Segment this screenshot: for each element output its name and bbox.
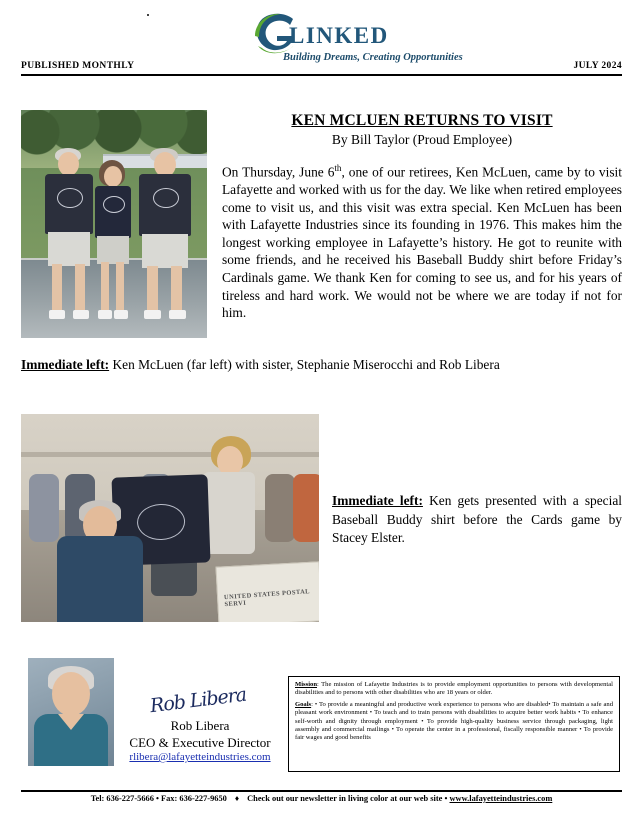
photo2-stacey-body: [203, 472, 255, 554]
photo2-mail-box: [216, 561, 319, 622]
published-frequency: PUBLISHED MONTHLY: [21, 61, 135, 71]
footer-newsletter-text: Check out our newsletter in living color at our web site •: [247, 794, 448, 803]
caption-photo1-lead: Immediate left:: [21, 357, 110, 372]
goals-text: : • To provide a meaningful and productive work experience to persons who are disabled• To maintain a safe and pleasant work environment • To teach and to train persons with disabilities to acquire better work habits • To enhance self-worth and dignity through employment • To provide high-quality business service through packaging, light assembly and commercial mailings • To operate the center in a professional, fiscally responsible manner • To provide fair wages and good benefits: [295, 700, 613, 742]
footer-diamond-icon: ♦: [234, 794, 240, 803]
photo-shirt-presentation: [21, 414, 319, 622]
mission-statement: [295, 681, 613, 698]
issue-date: JULY 2024: [573, 61, 622, 71]
footer-divider: [21, 790, 622, 792]
photo2-box-label: UNITED STATES POSTAL SERVI: [223, 588, 310, 609]
article-body: [222, 160, 622, 322]
photo2-shirt-logo: [136, 503, 185, 541]
caption-photo2-text: Ken gets presented with a special Baseball Buddy shirt before the Cards game by Stacey Elster.: [332, 493, 622, 546]
photo2-bystander-4: [265, 474, 295, 542]
footer-phone: Tel: 636-227-5666 • Fax: 636-227-9650: [90, 794, 227, 803]
registration-dot: [147, 14, 149, 16]
handwritten-signature: Rob Libera: [148, 683, 248, 718]
masthead-divider: [21, 74, 622, 76]
signature-name: Rob Libera: [170, 718, 230, 733]
mission-label: Mission: [295, 681, 317, 688]
signature-email-link[interactable]: rlibera@lafayetteindustries.com: [129, 751, 271, 763]
portrait-rob-libera: [28, 658, 114, 766]
goals-statement: [295, 701, 613, 743]
photo-ken-with-sister-and-rob: [21, 110, 207, 338]
footer-website-link[interactable]: www.lafayetteindustries.com: [449, 794, 553, 803]
footer: [21, 794, 622, 803]
caption-photo1-text: Ken McLuen (far left) with sister, Stephanie Miserocchi and Rob Libera: [109, 357, 500, 372]
article-body-ordinal: th: [334, 163, 342, 173]
mission-text: : The mission of Lafayette Industries is to provide employment opportunities to persons with developmental disabilities and to persons with other disabilities who are 18 years or older.: [295, 681, 613, 697]
logo-wordmark: LINKED: [289, 23, 389, 48]
photo2-shelf: [21, 452, 319, 457]
article-body-part1: On Thursday, June 6: [222, 164, 335, 180]
photo2-ken-body: [57, 536, 143, 622]
caption-photo2-lead: Immediate left:: [332, 493, 423, 508]
photo2-bystander-1: [29, 474, 59, 542]
article-body-part2: , one of our retirees, Ken McLuen, came by to visit Lafayette and worked with us for the day. We like when retired employees come to visit us, and this visit was extra special. Ken McLuen has been with Lafayette Industries since its founding in 1976. This makes him the longest working employee in Lafayette’s history. He got to reunite with some friends, and he received his Baseball Buddy shirt before Friday’s Cardinals game. We thank Ken for coming to see us, and for his years of tireless and hard work. We would not be where we are today if not for him.: [222, 164, 622, 321]
article-byline: By Bill Taylor (Proud Employee): [331, 132, 513, 147]
goals-label: Goals: [295, 700, 312, 708]
logo-tagline: Building Dreams, Creating Opportunities: [283, 52, 463, 63]
mission-and-goals-box: [288, 676, 620, 772]
portrait-head: [52, 672, 90, 716]
signature-title: CEO & Executive Director: [129, 735, 271, 750]
article-headline: KEN MCLUEN RETURNS TO VISIT: [291, 112, 553, 129]
photo2-bystander-5: [293, 474, 319, 542]
caption-photo2: [332, 492, 622, 548]
company-logo: [253, 10, 463, 68]
caption-photo1: [21, 356, 501, 374]
masthead: [0, 4, 643, 74]
